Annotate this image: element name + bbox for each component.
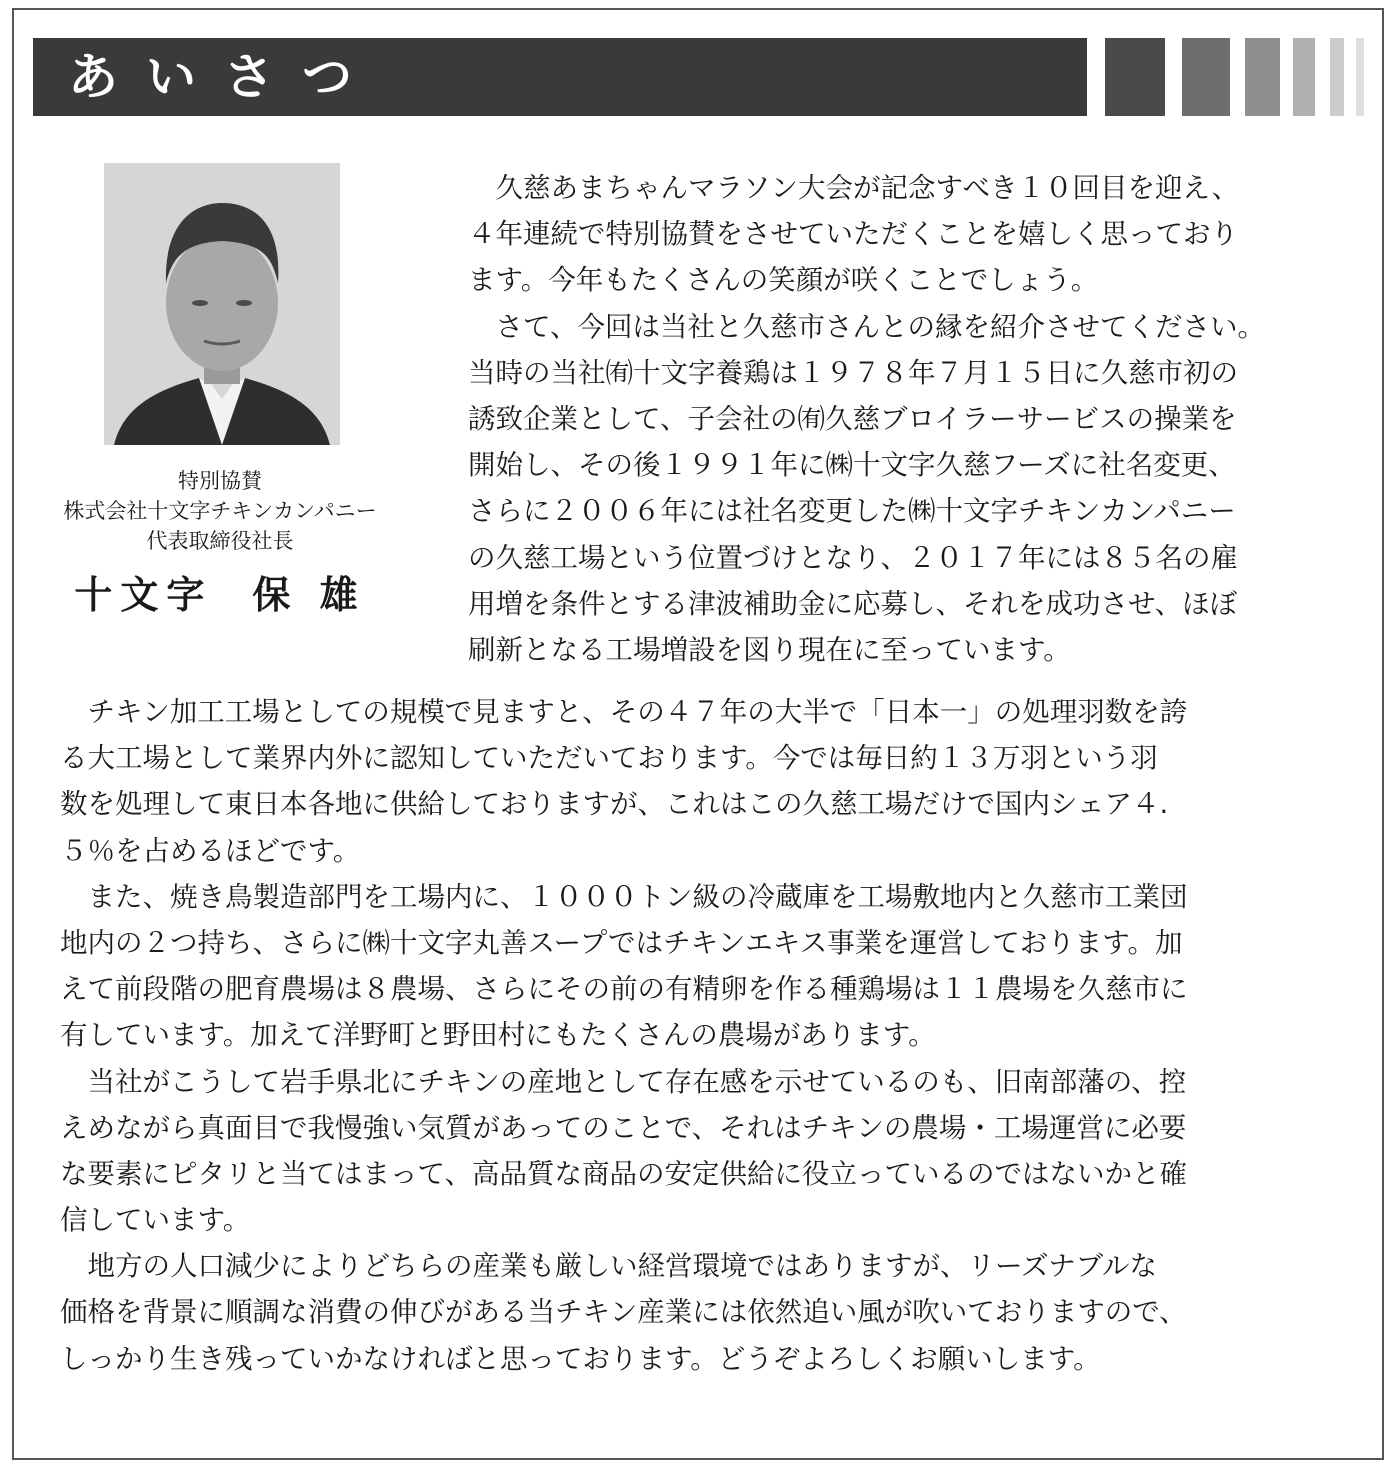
- header-decoration-block: [1245, 38, 1280, 116]
- text-line: な要素にピタリと当てはまって、高品質な商品の安定供給に役立っているのではないかと確: [60, 1157, 1187, 1190]
- sponsor-name-given: 保 雄: [252, 572, 366, 617]
- text-line: 当時の当社㈲十文字養鶏は１９７８年７月１５日に久慈市初の: [468, 356, 1238, 389]
- portrait-photo: [104, 163, 340, 445]
- text-line: 地内の２つ持ち、さらに㈱十文字丸善スープではチキンエキス事業を運営しております。加: [60, 926, 1183, 959]
- greeting-text-bottom: [60, 689, 1188, 1382]
- text-line: 数を処理して東日本各地に供給しておりますが、これはこの久慈工場だけで国内シェア４.: [60, 788, 1169, 821]
- text-line: 信しています。: [60, 1204, 251, 1237]
- text-line: ４年連続で特別協賛をさせていただくことを嬉しく思っており: [468, 218, 1238, 251]
- text-line: えめながら真面目で我慢強い気質があってのことで、それはチキンの農場・工場運営に必要: [60, 1111, 1187, 1144]
- sponsor-company: 株式会社十文字チキンカンパニー: [63, 499, 377, 523]
- sponsor-name: [40, 570, 400, 620]
- header-decoration-block: [1293, 38, 1315, 116]
- text-line: 当社がこうして岩手県北にチキンの産地として存在感を示せているのも、旧南部藩の、控: [60, 1065, 1187, 1098]
- greeting-text-top: [468, 165, 1265, 673]
- sponsor-role: 特別協賛: [178, 469, 262, 493]
- text-line: ます。今年もたくさんの笑顔が咲くことでしょう。: [468, 264, 1099, 297]
- text-line: 用増を条件とする津波補助金に応募し、それを成功させ、ほぼ: [468, 587, 1238, 620]
- text-line: 価格を背景に順調な消費の伸びがある当チキン産業には依然追い風が吹いておりますので、: [60, 1296, 1187, 1329]
- text-line: さらに２００６年には社名変更した㈱十文字チキンカンパニー: [468, 495, 1236, 528]
- header-decoration-block: [1182, 38, 1230, 116]
- text-line: 地方の人口減少によりどちらの産業も厳しい経営環境ではありますが、リーズナブルな: [60, 1250, 1157, 1283]
- text-line: ５％を占めるほどです。: [60, 834, 361, 867]
- header-decoration-block: [1356, 38, 1364, 116]
- text-line: えて前段階の肥育農場は８農場、さらにその前の有精卵を作る種鶏場は１１農場を久慈市に: [60, 973, 1188, 1006]
- text-line: る大工場として業界内外に認知していただいております。今では毎日約１３万羽という羽: [60, 742, 1158, 775]
- header-decoration-block: [1330, 38, 1344, 116]
- text-line: 誘致企業として、子会社の㈲久慈ブロイラーサービスの操業を: [468, 402, 1237, 435]
- text-line: また、焼き鳥製造部門を工場内に、１０００トン級の冷蔵庫を工場敷地内と久慈市工業団: [60, 880, 1188, 913]
- text-line: チキン加工工場としての規模で見ますと、その４７年の大半で「日本一」の処理羽数を誇: [60, 696, 1188, 728]
- text-line: さて、今回は当社と久慈市さんとの縁を紹介させてください。: [468, 310, 1265, 343]
- text-line: の久慈工場という位置づけとなり、２０１７年には８５名の雇: [468, 541, 1238, 574]
- text-line: 久慈あまちゃんマラソン大会が記念すべき１０回目を迎え、: [468, 172, 1240, 204]
- text-line: 有しています。加えて洋野町と野田村にもたくさんの農場があります。: [60, 1019, 936, 1052]
- sponsor-position: 代表取締役社長: [146, 529, 294, 553]
- text-line: しっかり生き残っていかなければと思っております。どうぞよろしくお願いします。: [60, 1342, 1101, 1375]
- sponsor-caption: [40, 466, 400, 620]
- page-title: あいさつ: [68, 48, 380, 106]
- text-line: 開始し、その後１９９１年に㈱十文字久慈フーズに社名変更、: [468, 449, 1236, 482]
- text-line: 刷新となる工場増設を図り現在に至っています。: [468, 633, 1071, 666]
- sponsor-name-family: 十文字: [74, 572, 213, 617]
- header-decoration-block: [1105, 38, 1165, 116]
